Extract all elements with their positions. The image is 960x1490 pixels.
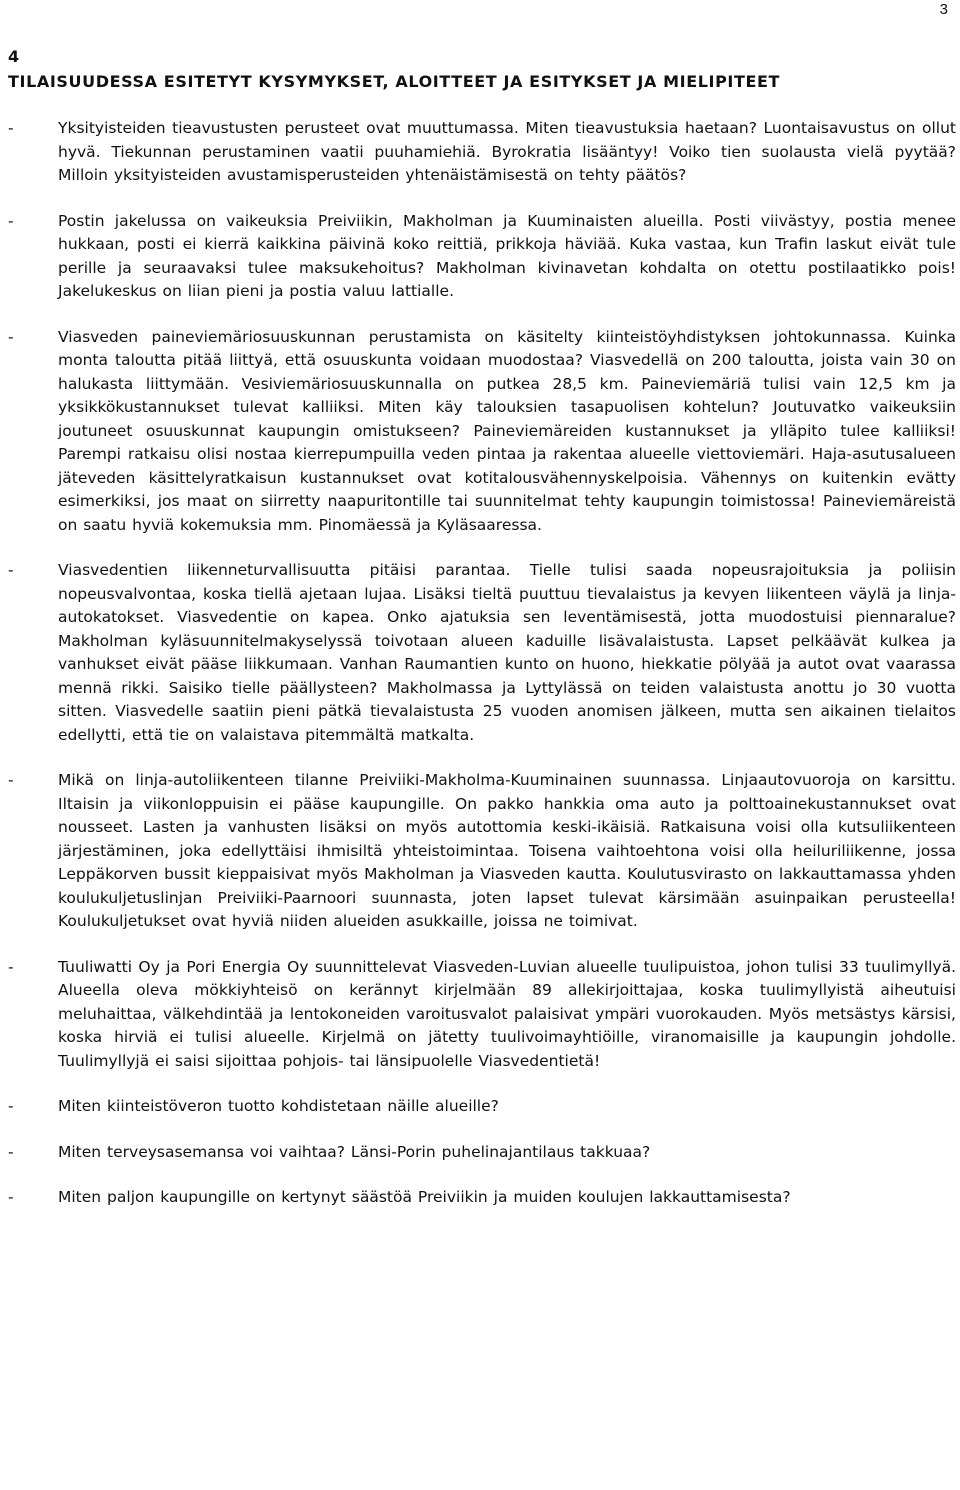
bullet-dash: - [8,1097,14,1115]
list-item [8,1095,956,1119]
bullet-dash: - [8,211,14,230]
item-text: Mikä on linja-autoliikenteen tilanne Preiviiki-Makholma-Kuuminainen suunnassa. Linjaautovuoroja on karsittu. Iltaisin ja viikonloppuisin ei pääse kaupungille. On pakko hankkia oma auto ja polttoainekustannukset ovat nousseet. Lasten ja vanhusten lisäksi on myös autottomia keski-ikäisiä. Ratkaisuna voisi olla kutsuliikenteen järjestäminen, joka edellyttäisi ihmisiltä yhteistoimintaa. Toisena vaihtoehtona voisi olla heiluriliikenne, jossa Leppäkorven bussit kieppaisivat myös Makholman ja Viasveden kautta. Koulutusvirasto on lakkauttamassa yhden koulukuljetuslinjan Preiviiki-Paarnoori suunnasta, joten lapset tulevat kärsimään asuinpaikan perusteella! Koulukuljetukset ovat hyviä niiden alueiden asukkaille, joissa ne toimivat. [58,771,956,930]
items-list [8,117,956,1232]
item-text: Miten kiinteistöveron tuotto kohdistetaan näille alueille? [58,1097,499,1115]
list-item [8,326,956,538]
bullet-dash: - [8,771,14,789]
bullet-dash: - [8,327,14,346]
bullet-dash: - [8,1142,14,1161]
list-item [8,956,956,1074]
section-title: TILAISUUDESSA ESITETYT KYSYMYKSET, ALOITTEET JA ESITYKSET JA MIELIPITEET [8,72,781,91]
bullet-dash: - [8,561,14,579]
bullet-dash: - [8,1188,14,1206]
list-item [8,117,956,188]
bullet-dash: - [8,119,14,137]
item-text: Postin jakelussa on vaikeuksia Preiviikin, Makholman ja Kuuminaisten alueilla. Posti viivästyy, postia menee hukkaan, posti ei kierrä kaikkina päivinä koko reittiä, prikkoja häviää. Kuka vastaa, kun Trafin laskut eivät tule perille ja seuraavaksi tulee maksukehoitus? Makholman kivinavetan kohdalta on otettu postilaatikko pois! Jakelukeskus on liian pieni ja postia valuu lattialle. [58,211,956,300]
page-number: 3 [939,1,948,18]
item-text: Miten paljon kaupungille on kertynyt säästöä Preiviikin ja muiden koulujen lakkauttamisesta? [58,1188,791,1206]
list-item [8,1141,956,1165]
list-item [8,559,956,747]
section-number: 4 [8,47,20,66]
list-item [8,1186,956,1210]
item-text: Miten terveysasemansa voi vaihtaa? Länsi-Porin puhelinajantilaus takkuaa? [58,1142,651,1161]
item-text: Yksityisteiden tieavustusten perusteet ovat muuttumassa. Miten tieavustuksia haetaan? Luontaisavustus on ollut hyvä. Tiekunnan perustaminen vaatii puuhamiehiä. Byrokratia lisääntyy! Voiko tien suolausta vielä pyytää? Milloin yksityisteiden avustamisperusteiden yhtenäistämisestä on tehty päätös? [58,119,956,184]
item-text: Viasvedentien liikenneturvallisuutta pitäisi parantaa. Tielle tulisi saada nopeusrajoituksia ja poliisin nopeusvalvontaa, koska tiellä ajetaan lujaa. Lisäksi tieltä puuttuu tievalaistus ja kevyen liikenteen väylä ja linja-autokatokset. Viasvedentie on kapea. Onko ajatuksia sen leventämisestä, jotta muodostuisi piennaralue? Makholman kyläsuunnitelmakyselyssä toivotaan alueen kaduille lisävalaistusta. Lapset pelkäävät kulkea ja vanhukset eivät pääse liikkumaan. Vanhan Raumantien kunto on huono, hiekkatie pölyää ja autot ovat vaarassa mennä rikki. Saisiko tielle päällysteen? Makholmassa ja Lyttylässä on teiden valaistusta anottu jo 30 vuotta sitten. Viasvedelle saatiin pieni pätkä tievalaistusta 25 vuoden anomisen jälkeen, mutta sen aikainen tielaitos edellytti, että tie on valaistava pitemmältä matkalta. [58,561,956,744]
item-text: Tuuliwatti Oy ja Pori Energia Oy suunnittelevat Viasveden-Luvian alueelle tuulipuistoa, johon tulisi 33 tuulimyllyä. Alueella oleva mökkiyhteisö on kerännyt kirjelmään 89 allekirjoittajaa, koska tuulimyllyistä aiheutuisi meluhaittaa, välkehdintää ja lentokoneiden varoitusvalot palaisivat ympäri vuorokauden. Myös metsästys kärsisi, koska hirviä ei tulisi alueelle. Kirjelmä on jätetty tuulivoimayhtiöille, viranomaisille ja kaupungin johdolle. Tuulimyllyjä ei saisi sijoittaa pohjois- tai länsipuolelle Viasvedentietä! [58,957,956,1070]
bullet-dash: - [8,957,14,976]
list-item [8,769,956,934]
item-text: Viasveden paineviemäriosuuskunnan perustamista on käsitelty kiinteistöyhdistyksen johtokunnassa. Kuinka monta taloutta pitää liittyä, että osuuskunta voidaan muodostaa? Viasvedellä on 200 taloutta, joista vain 30 on halukasta liittymään. Vesiviemäriosuuskunnalla on putkea 28,5 km. Paineviemäriä tulisi vain 12,5 km ja yksikkökustannukset tulevat kalliiksi. Miten käy talouksien tasapuolisen kohtelun? Joutuvatko vaikeuksiin joutuneet osuuskunnat kaupungin omistukseen? Paineviemäreiden kustannukset ja ylläpito tulee kalliiksi! Parempi ratkaisu olisi nostaa kierrepumpuilla veden pintaa ja rakentaa alueelle viettoviemäri. Haja-asutusalueen jäteveden käsittelyratkaisun kustannukset ovat kotitalousvähennyskelpoisia. Vähennys on kuitenkin evätty esimerkiksi, jos maat on siirretty naapuritontille tai suunnitelmat tehty kaupungin toimistossa! Paineviemäreistä on saatu hyviä kokemuksia mm. Pinomäessä ja Kyläsaaressa. [58,327,956,534]
list-item [8,210,956,304]
